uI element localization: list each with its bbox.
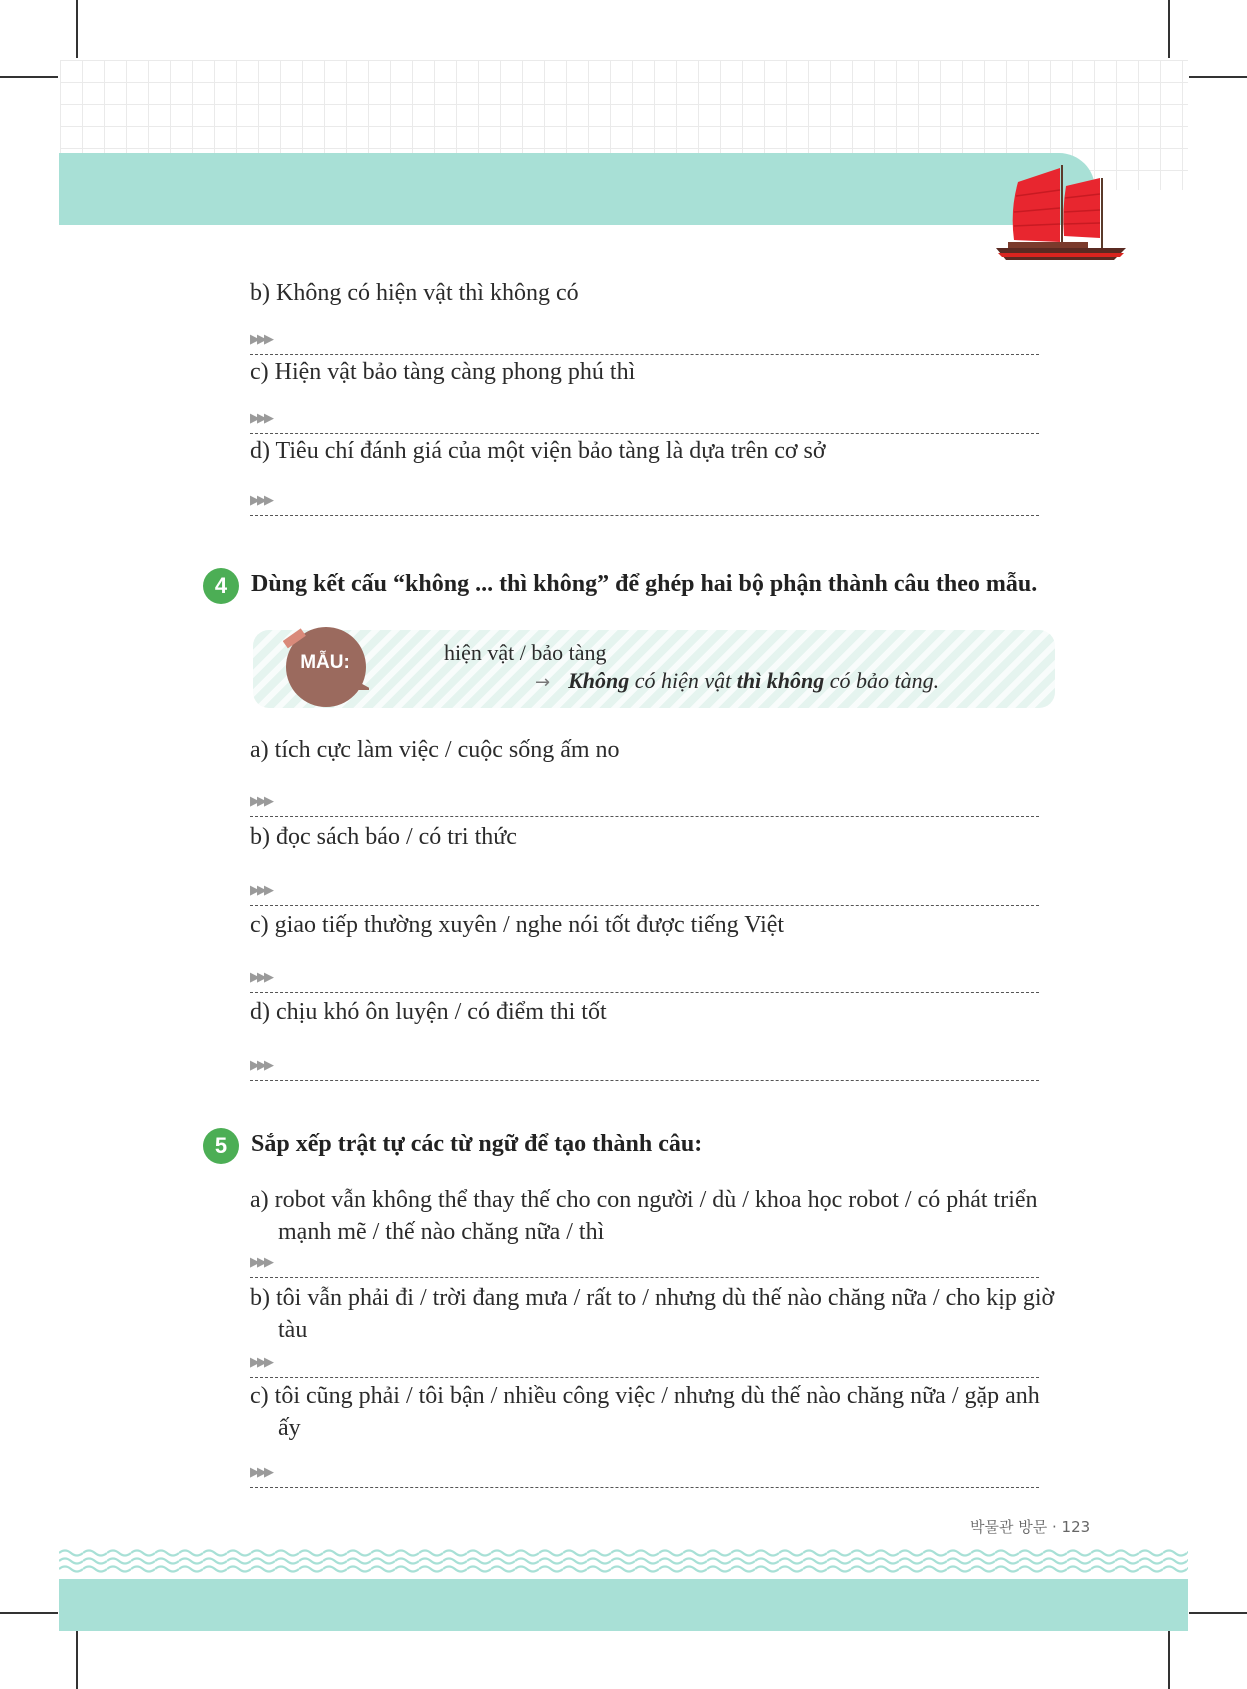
triple-chevron-icon: ▶▶▶ — [250, 883, 271, 898]
triple-chevron-icon: ▶▶▶ — [250, 1058, 271, 1073]
header-band — [59, 153, 1095, 225]
list-item: c) tôi cũng phải / tôi bận / nhiều công việc / nhưng dù thế nào chăng nữa / gặp anh ấy — [250, 1383, 1040, 1441]
answer-line[interactable] — [250, 794, 1039, 817]
list-item: b) Không có hiện vật thì không có — [250, 280, 579, 306]
crop-mark — [1168, 1631, 1170, 1689]
sample-answer-bold: Không — [568, 668, 630, 693]
crop-mark — [0, 1612, 58, 1614]
answer-line[interactable] — [250, 411, 1039, 434]
sample-answer — [535, 668, 939, 694]
junk-boat-icon — [988, 160, 1128, 272]
answer-line[interactable] — [250, 1355, 1039, 1378]
question-number-badge: 4 — [203, 568, 239, 604]
question-number-badge: 5 — [203, 1128, 239, 1164]
crop-mark — [1189, 1612, 1247, 1614]
list-item: c) Hiện vật bảo tàng càng phong phú thì — [250, 359, 636, 385]
arrow-right-icon: → — [535, 672, 551, 693]
triple-chevron-icon: ▶▶▶ — [250, 493, 271, 508]
list-item: d) Tiêu chí đánh giá của một viện bảo tàng là dựa trên cơ sở — [250, 438, 826, 464]
sample-answer-text: có hiện vật — [629, 668, 737, 693]
footer-waves — [59, 1547, 1188, 1579]
answer-line[interactable] — [250, 970, 1039, 993]
list-item: c) giao tiếp thường xuyên / nghe nói tốt được tiếng Việt — [250, 912, 785, 938]
sample-answer-text: có bảo tàng. — [824, 668, 940, 693]
list-item: a) robot vẫn không thể thay thế cho con người / dù / khoa học robot / có phát triển mạnh mẽ / thế nào chăng nữa / thì — [250, 1187, 1038, 1245]
triple-chevron-icon: ▶▶▶ — [250, 794, 271, 809]
crop-mark — [1189, 76, 1247, 78]
answer-line[interactable] — [250, 332, 1039, 355]
answer-line[interactable] — [250, 1255, 1039, 1278]
sample-input: hiện vật / bảo tàng — [444, 640, 607, 665]
list-item: d) chịu khó ôn luyện / có điểm thi tốt — [250, 999, 607, 1025]
triple-chevron-icon: ▶▶▶ — [250, 332, 271, 347]
triple-chevron-icon: ▶▶▶ — [250, 1355, 271, 1370]
sample-answer-bold: thì không — [736, 668, 825, 693]
answer-line[interactable] — [250, 1058, 1039, 1081]
list-item: a) tích cực làm việc / cuộc sống ấm no — [250, 737, 620, 763]
crop-mark — [0, 76, 58, 78]
question-prompt: Sắp xếp trật tự các từ ngữ để tạo thành câu: — [251, 1131, 703, 1157]
crop-mark — [76, 1631, 78, 1689]
crop-mark — [1168, 0, 1170, 58]
triple-chevron-icon: ▶▶▶ — [250, 1465, 271, 1480]
list-item: b) đọc sách báo / có tri thức — [250, 824, 517, 850]
page-number: 박물관 방문 · 123 — [970, 1518, 1091, 1536]
triple-chevron-icon: ▶▶▶ — [250, 411, 271, 426]
answer-line[interactable] — [250, 1465, 1039, 1488]
triple-chevron-icon: ▶▶▶ — [250, 970, 271, 985]
triple-chevron-icon: ▶▶▶ — [250, 1255, 271, 1270]
crop-mark — [76, 0, 78, 58]
sample-label: MẪU: — [300, 652, 350, 673]
list-item: b) tôi vẫn phải đi / trời đang mưa / rất to / nhưng dù thế nào chăng nữa / cho kịp giờ tàu — [250, 1285, 1055, 1343]
question-prompt: Dùng kết cấu “không ... thì không” để ghép hai bộ phận thành câu theo mẫu. — [251, 571, 1038, 597]
answer-line[interactable] — [250, 493, 1039, 516]
answer-line[interactable] — [250, 883, 1039, 906]
